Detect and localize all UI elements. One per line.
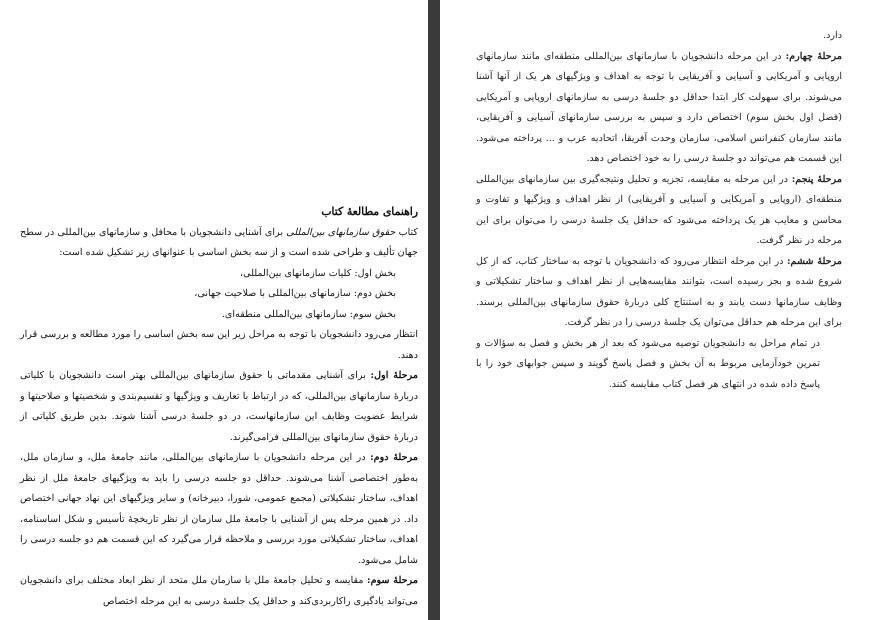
left-page-text	[20, 202, 418, 612]
stage-2-paragraph: مرحلهٔ دوم: در این مرحله دانشجویان با سازمانهای بین‌المللی، مانند جامعهٔ ملل، و سازمان ملل، به‌طور اختصاصی آشنا می‌شوند. حداقل دو جلسه درسی را باید به ویژگیهای جامعهٔ ملل از نظر اهداف، ساختار تشکیلاتی (مجمع عمومی، شورا، دبیرخانه) و سایر ویژگیهای این نهاد جهانی اختصاص داد. در همین مرحله پس از آشنایی با جامعهٔ ملل سازمان از نظر تاریخچهٔ تأسیس و شکل اساسنامه، اهداف، ساختار تشکیلاتی مورد بررسی و ملاحظه قرار می‌گیرد که این قسمت هم دو جلسه درسی را شامل می‌شود.	[20, 452, 418, 566]
right-book-page	[440, 0, 874, 620]
stage-2-label: مرحلهٔ دوم:	[370, 452, 418, 463]
right-page-text	[476, 26, 842, 395]
stage-4-label: مرحلهٔ چهارم:	[785, 50, 842, 62]
stage-1-label: مرحلهٔ اول:	[370, 370, 418, 381]
continuation-line: دارد.	[823, 30, 842, 41]
stage-1-paragraph: مرحلهٔ اول: برای آشنایی مقدماتی با حقوق سازمانهای بین‌المللی بهتر است دانشجویان با کلیاتی دربارهٔ سازمانهای بین‌المللی، که در ارتباط با تعاریف و ویژگیها و تقسیم‌بندی و شخصیتها و صلاحیتها و شرایط عضویت وظایف این سازمانهاست، در دو جلسهٔ درسی آشنا شوند. بدین طریق کلیاتی از دربارهٔ حقوق سازمانهای بین‌المللی فرامی‌گیرند.	[20, 370, 418, 443]
part-2-item: بخش دوم: سازمانهای بین‌المللی با صلاحیت جهانی،	[194, 288, 396, 299]
expectation-paragraph: انتظار می‌رود دانشجویان با توجه به مراحل زیر این سه بخش اساسی را مورد مطالعه و بررسی قرار دهند.	[20, 329, 418, 361]
stage-5-paragraph: مرحلهٔ پنجم: در این مرحله به مقایسه، تجزیه و تحلیل ونتیجه‌گیری بین سازمانهای بین‌المللی منطقه‌ای (اروپایی و آمریکایی و آسیایی و آفریقایی) از نظر اهداف و ویژگیها و تفاوت و محاسن و معایب هر یک پرداخته می‌شود که حداقل یک جلسهٔ درسی را می‌توان برای این مرحله در نظر گرفت.	[476, 173, 842, 246]
stage-3-paragraph: مرحلهٔ سوم: مقایسه و تحلیل جامعهٔ ملل با سازمان ملل متحد از نظر ابعاد مختلف برای دانشجویان می‌تواند یادگیری راکاربردی‌کند و حداقل یک جلسهٔ درسی به این مرحله اختصاص	[20, 575, 418, 607]
part-3-item: بخش سوم: سازمانهای بین‌المللی منطقه‌ای.	[221, 308, 396, 320]
stage-6-label: مرحلهٔ ششم:	[787, 255, 842, 267]
intro-paragraph: کتاب حقوق سازمانهای بین‌المللی برای آشنایی دانشجویان با محافل و سازمانهای بین‌المللی در سطح جهان تألیف و طراحی شده است و از سه بخش اساسی با عنوانهای زیر تشکیل شده است:	[20, 226, 418, 258]
book-title: حقوق سازمانهای بین‌المللی	[286, 226, 396, 238]
book-spine-gutter	[428, 0, 440, 620]
part-1-item: بخش اول: کلیات سازمانهای بین‌المللی،	[239, 267, 396, 279]
stage-3-label: مرحلهٔ سوم:	[367, 575, 418, 586]
section-heading: راهنمای مطالعهٔ کتاب	[321, 205, 418, 218]
stage-6-paragraph: مرحلهٔ ششم: در این مرحله انتظار می‌رود که دانشجویان با توجه به ساختار کتاب، که از کل شروع شده و بجز رسیده است، بتوانند مقایسه‌هایی از نظر اهداف و ساختار تشکیلاتی و وظایف سازمانها دست یابند و به استنتاج کلی دربارهٔ حقوق سازمانهای بین‌المللی برسند. برای این مرحله هم حداقل می‌توان یک جلسهٔ درسی را در نظر گرفت.	[476, 255, 842, 328]
closing-paragraph: در تمام مراحل به دانشجویان توصیه می‌شود که بعد از هر بخش و فصل به سؤالات و تمرین خودآزمایی مربوط به آن بخش و فصل پاسخ گویند و سپس جوابهای خود را با پاسخ داده شده در انتهای هر فصل کتاب مقایسه کنند.	[476, 337, 820, 390]
stage-5-label: مرحلهٔ پنجم:	[791, 173, 842, 185]
stage-4-paragraph: مرحلهٔ چهارم: در این مرحله دانشجویان با سازمانهای بین‌المللی منطقه‌ای مانند سازمانهای اروپایی و آمریکایی و آسیایی و آفریقایی با توجه به اهداف و ویژگیهای هر یک از آنها آشنا می‌شوند. برای سهولت کار ابتدا حداقل دو جلسهٔ درسی به سازمانهای اروپایی و آمریکایی (فصل اول بخش سوم) اختصاص دارد و سپس به بررسی سازمانهای آسیایی و آفریقایی، مانند سازمان کنفرانس اسلامی، سازمان وحدت آفریقا، اتحادیه عرب و ... پرداخته می‌شود. این قسمت هم می‌تواند دو جلسهٔ درسی را به خود اختصاص دهد.	[476, 50, 842, 164]
left-book-page	[0, 0, 428, 620]
